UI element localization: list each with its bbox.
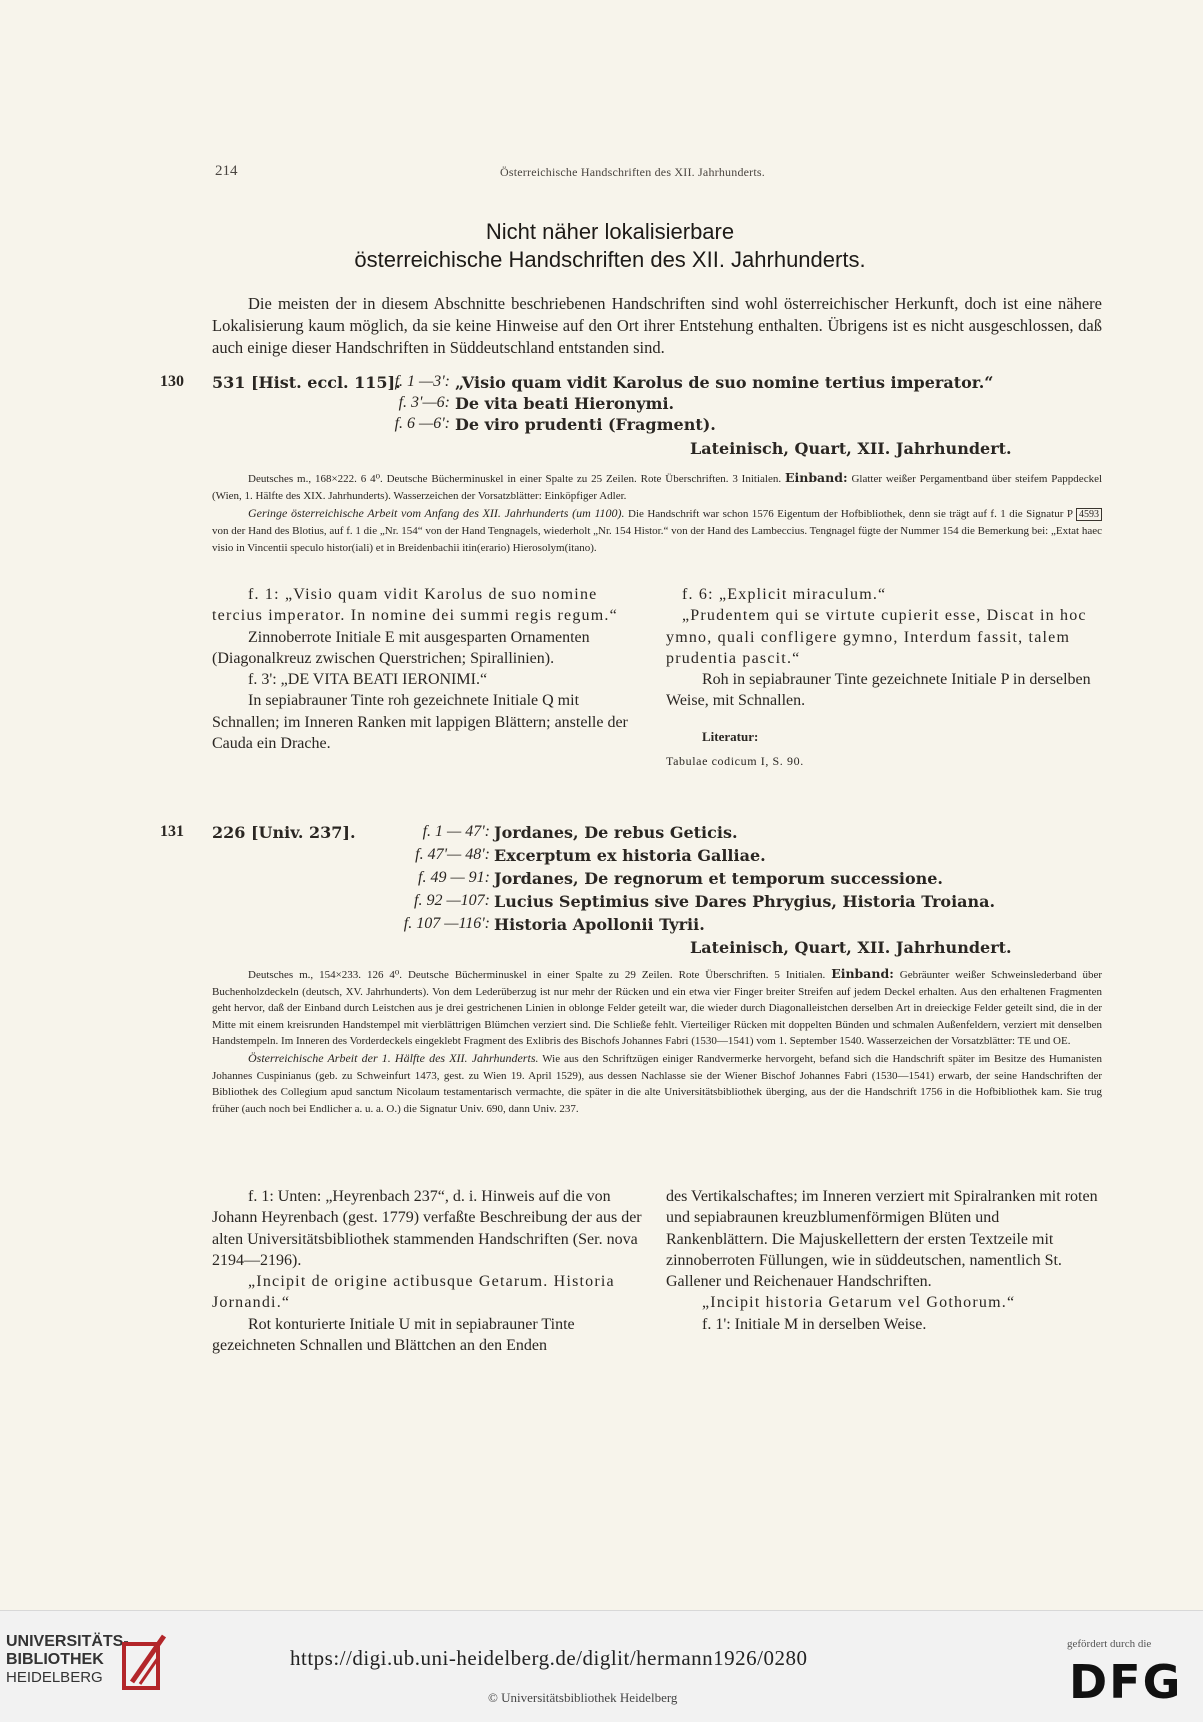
- entry-131-right-p1: des Vertikalschaftes; im Inneren verziert mit Spiralranken mit roten und sepiabraunen kreuzblumenförmigen Blüten und Rankenblättern. Die Majuskellettern der ersten Textzeile mit zinnoberroten Füllungen, wie in süddeutschen, namentlich St. Gallener und Reichenauer Handschriften.: [666, 1188, 1098, 1291]
- entry-131-item-2: Excerptum ex historia Galliae.: [494, 846, 766, 865]
- entry-130-description: [212, 469, 1102, 557]
- entry-131-summary: Lateinisch, Quart, XII. Jahrhundert.: [690, 938, 1012, 957]
- entry-130-folio-1: f. 1 —3':: [394, 373, 450, 390]
- library-seal-icon: [120, 1632, 168, 1692]
- entry-130-right-p2: „Prudentem qui se virtute cupierit esse, Discat in hoc ymno, quali confligere gymno, Interdum fassit, talem prudentia pascit.“: [666, 607, 1087, 667]
- entry-131-binding-label: Einband:: [831, 966, 894, 981]
- entry-131-description: [212, 966, 1102, 1117]
- entry-131-left-p3: Rot konturierte Initiale U mit in sepiabrauner Tinte gezeichneten Schnallen und Blättchen an den Enden: [212, 1315, 575, 1355]
- entry-130-left-p2: Zinnoberrote Initiale E mit ausgesparten Ornamenten (Diagonalkreuz zwischen Querstrichen; Spirallinien).: [212, 628, 590, 667]
- entry-131-item-3: Jordanes, De regnorum et temporum successione.: [494, 869, 943, 888]
- section-title-line1: Nicht näher lokalisierbare: [485, 219, 735, 244]
- entry-130-right-p1: f. 6: „Explicit miraculum.“: [682, 586, 887, 603]
- entry-130-provenance-b: von der Hand des Blotius, auf f. 1 die „Nr. 154“ von der Hand Tengnagels, wiederholt „Nr. 154 Histor.“ von der Hand des Lambeccius. Tengnagel fügte der Nummer 154 die Bemerkung bei: „Extat haec visio in Vincentii speculo histor(iali) et in Breidenbachii itin(erario) Hierosolym(itano).: [212, 525, 1102, 554]
- page-number: 214: [215, 163, 238, 179]
- entry-130-item-3: De viro prudenti (Fragment).: [455, 415, 716, 434]
- entry-131-folio-2: f. 47'— 48':: [415, 846, 490, 863]
- entry-131-left-p2: „Incipit de origine actibusque Getarum. Historia Jornandi.“: [212, 1273, 615, 1312]
- entry-131-folio-1: f. 1 — 47':: [422, 823, 490, 840]
- entry-131-left-column: [212, 1186, 644, 1356]
- entry-130-desc1-text: Deutsches m., 168×222. 6 4⁰. Deutsche Bücherminuskel in einer Spalte zu 25 Zeilen. Rote Überschriften. 3 Initialen.: [248, 473, 782, 485]
- entry-130-shelfmark: 531 [Hist. eccl. 115].: [212, 373, 401, 392]
- entry-130-binding-text: Glatter weißer Pergamentband über steifem Pappdeckel (Wien, 1. Hälfte des XIX. Jahrhunderts). Wasserzeichen der Vorsatzblätter: Einköpfiger Adler.: [212, 473, 1103, 502]
- entry-131-right-p2: „Incipit historia Getarum vel Gothorum.“: [702, 1294, 1016, 1312]
- entry-130-right-p3: Roh in sepiabrauner Tinte gezeichnete Initiale P in derselben Weise, mit Schnallen.: [666, 671, 1091, 710]
- entry-131-item-4: Lucius Septimius sive Dares Phrygius, Historia Troiana.: [494, 892, 996, 911]
- library-logo-text[interactable]: [6, 1633, 129, 1687]
- entry-130-desc-para2: [212, 505, 1102, 557]
- entry-130-dating: Geringe österreichische Arbeit vom Anfang des XII. Jahrhunderts (um 1100).: [248, 506, 625, 520]
- entry-131-desc-para1: [212, 966, 1102, 1050]
- entry-131-desc-para2: [212, 1050, 1102, 1117]
- entry-number-130: 130: [160, 373, 184, 390]
- entry-131-folio-3: f. 49 — 91:: [418, 869, 490, 886]
- entry-130-left-p1: f. 1: „Visio quam vidit Karolus de suo nomine tercius imperator. In nomine dei summi regis regum.“: [212, 586, 618, 625]
- section-title-line2: österreichische Handschriften des XII. Jahrhunderts.: [354, 247, 866, 272]
- entry-131-right-p3: f. 1': Initiale M in derselben Weise.: [702, 1315, 927, 1333]
- running-title: Österreichische Handschriften des XII. Jahrhunderts.: [500, 165, 765, 179]
- entry-131-shelfmark: 226 [Univ. 237].: [212, 823, 356, 842]
- entry-130-left-p4: In sepiabrauner Tinte roh gezeichnete Initiale Q mit Schnallen; im Inneren Ranken mit lappigen Blättern; anstelle der Cauda ein Drache.: [212, 692, 628, 753]
- entry-130-signature-box: 4593: [1076, 508, 1102, 521]
- entry-130-left-p3: f. 3': „DE VITA BEATI IERONIMI.“: [248, 671, 488, 689]
- entry-131-provenance: Wie aus den Schriftzügen einiger Randvermerke hervorgeht, befand sich die Handschrift später im Besitze des Humanisten Johannes Cuspinianus (geb. zu Schweinfurt 1473, gest. zu Wien 19. April 1529), aus dessen Nachlasse sie der Wiener Bischof Johannes Fabri (1530—1541) erwarb, der seine Handschriften der Bibliothek des Collegium apud sanctum Nicolaum testamentarisch vermachte, die später in die alte Universitätsbibliothek überging, aus der die Handschrift 1756 in die Hofbibliothek kam. Sie trug früher (auch noch bei Endlicher a. u. a. O.) die Signatur Univ. 690, dann Univ. 237.: [212, 1052, 1102, 1115]
- entry-131-item-1: Jordanes, De rebus Geticis.: [494, 823, 738, 842]
- intro-paragraph: [212, 293, 1102, 359]
- entry-130-left-column: [212, 584, 638, 754]
- intro-text: Die meisten der in diesem Abschnitte beschriebenen Handschriften sind wohl österreichischer Herkunft, doch ist eine nähere Lokalisierung kaum möglich, da sie keine Hinweise auf den Ort ihrer Entstehung enthalten. Übrigens ist es nicht ausgeschlossen, daß auch einige dieser Handschriften in Süddeutschland entstanden sind.: [212, 294, 1102, 357]
- entry-130-literature-text: Tabulae codicum I, S. 90.: [666, 754, 804, 769]
- entry-131-folio-4: f. 92 —107:: [414, 892, 490, 909]
- copyright-notice: © Universitätsbibliothek Heidelberg: [488, 1690, 678, 1705]
- section-title: [300, 218, 920, 274]
- entry-130-folio-2: f. 3'—6:: [398, 394, 450, 411]
- entry-131-dating: Österreichische Arbeit der 1. Hälfte des XII. Jahrhunderts.: [248, 1050, 539, 1065]
- library-name-line2: BIBLIOTHEK: [6, 1651, 104, 1668]
- entry-130-summary: Lateinisch, Quart, XII. Jahrhundert.: [690, 439, 1012, 458]
- entry-130-folio-3: f. 6 —6':: [394, 415, 450, 432]
- entry-131-right-column: [666, 1186, 1102, 1335]
- entry-130-literature-label: Literatur:: [702, 728, 759, 744]
- entry-131-item-5: Historia Apollonii Tyrii.: [494, 915, 705, 934]
- entry-130-provenance-a: Die Handschrift war schon 1576 Eigentum der Hofbibliothek, denn sie trägt auf f. 1 die Signatur P: [628, 508, 1073, 520]
- entry-130-right-column: [666, 584, 1102, 772]
- funding-label: gefördert durch die: [1067, 1638, 1152, 1650]
- entry-130-desc-para1: [212, 469, 1102, 505]
- entry-131-folio-5: f. 107 —116':: [403, 915, 490, 932]
- entry-130-item-1: „Visio quam vidit Karolus de suo nomine tertius imperator.“: [455, 373, 994, 392]
- entry-130-binding-label: Einband:: [784, 470, 848, 485]
- entry-131-desc1-text: Deutsches m., 154×233. 126 4⁰. Deutsche Bücherminuskel in einer Spalte zu 29 Zeilen. Rote Überschriften. 5 Initialen.: [248, 969, 826, 981]
- entry-number-131: 131: [160, 823, 184, 840]
- permalink-url[interactable]: https://digi.ub.uni-heidelberg.de/diglit/hermann1926/0280: [290, 1646, 808, 1670]
- library-name-line1: UNIVERSITÄTS-: [6, 1633, 129, 1650]
- dfg-logo[interactable]: DFG: [1069, 1655, 1183, 1709]
- library-name-line3: HEIDELBERG: [6, 1669, 103, 1686]
- entry-131-left-p1: f. 1: Unten: „Heyrenbach 237“, d. i. Hinweis auf die von Johann Heyrenbach (gest. 1779) verfaßte Beschreibung der aus der alten Universitätsbibliothek stammenden Handschriften (Ser. nova 2194—2196).: [212, 1188, 642, 1269]
- entry-131-binding-text: Gebräunter weißer Schweinslederband über Buchenholzdeckeln (deutsch, XV. Jahrhunderts). Von dem Lederüberzug ist nur mehr der Rücken und ein etwa vier Finger breiter Streifen auf jedem Deckel erhalten. Aus den erhaltenen Fragmenten geht hervor, daß der Einband durch Leistchen aus je drei gestrichenen Linien in oblonge Felder geteilt war, die wieder durch Diagonalleistchen derselben Art in dreieckige Felder geteilt sind, die in der Mitte mit einem kreisrunden Handstempel mit vierblättrigen Blümchen verziert sind. Die Schließe fehlt. Vierteiliger Rücken mit doppelten Bünden und schmalen Außenfeldern, verziert mit denselben Handstempeln. Im Inneren des Vorderdeckels eingeklebt Fragment des Exlibris des Bischofs Johannes Fabri (1530—1541) vom 1. September 1540. Wasserzeichen der Vorsatzblätter: TE und OE.: [212, 969, 1102, 1048]
- entry-130-item-2: De vita beati Hieronymi.: [455, 394, 675, 413]
